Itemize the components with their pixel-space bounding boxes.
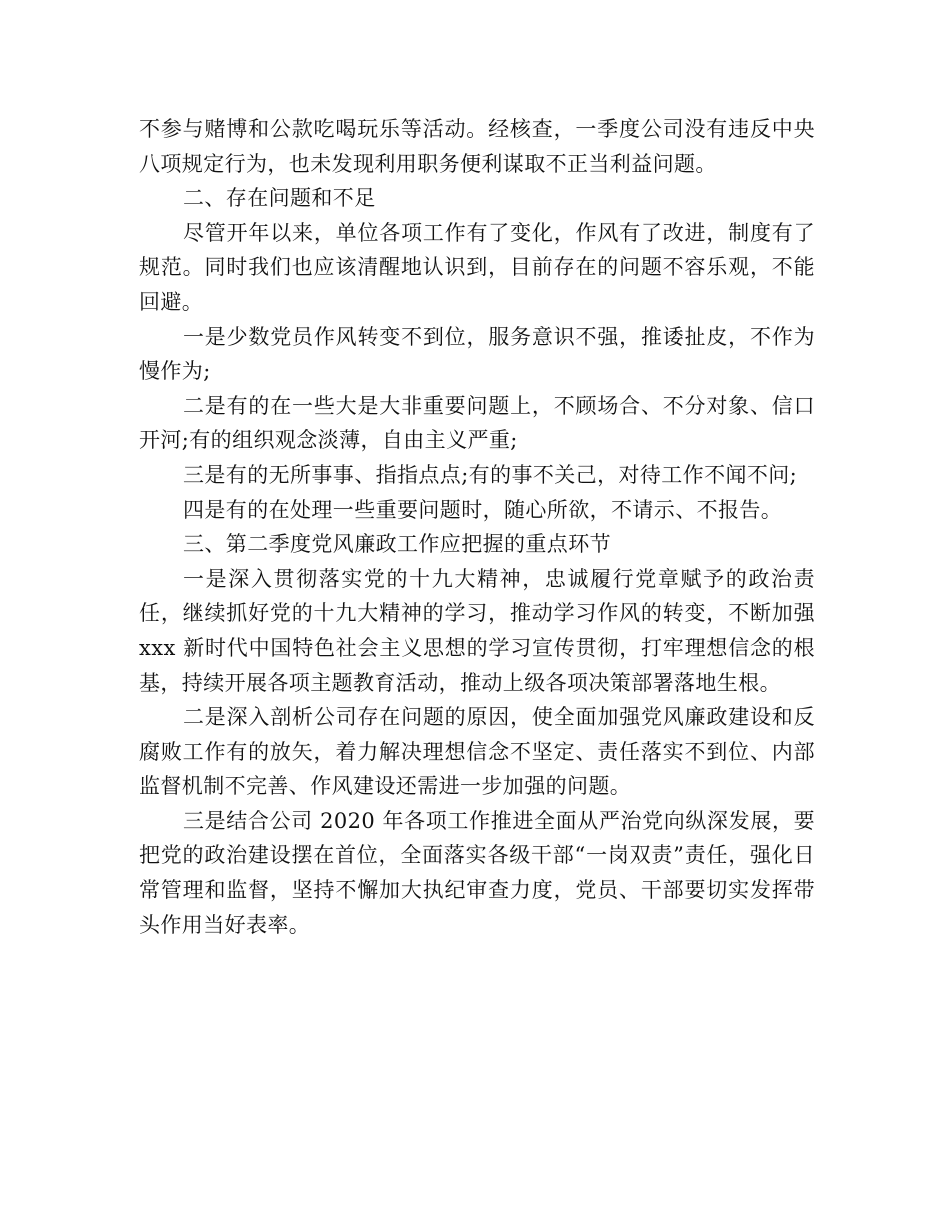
paragraph-1: 不参与赌博和公款吃喝玩乐等活动。经核查，一季度公司没有违反中央八项规定行为，也未发现利用职务便利谋取不正当利益问题。 [139, 117, 815, 176]
paragraph-10: 二是深入剖析公司存在问题的原因，使全面加强党风廉政建设和反腐败工作有的放矢，着力解决理想信念不坚定、责任落实不到位、内部监督机制不完善、作风建设还需进一步加强的问题。 [139, 705, 815, 799]
section-heading-problems: 二、存在问题和不足 [183, 186, 376, 211]
paragraph-5: 二是有的在一些大是大非重要问题上，不顾场合、不分对象、信口开河;有的组织观念淡薄，自由主义严重; [139, 393, 815, 453]
paragraph-7: 四是有的在处理一些重要问题时，随心所欲，不请示、不报告。 [183, 497, 783, 522]
paragraph-4: 一是少数党员作风转变不到位，服务意识不强，推诿扯皮，不作为慢作为; [139, 324, 815, 384]
paragraph-3: 尽管开年以来，单位各项工作有了变化，作风有了改进，制度有了规范。同时我们也应该清醒地认识到，目前存在的问题不容乐观，不能回避。 [139, 220, 815, 314]
paragraph-11: 三是结合公司 2020 年各项工作推进全面从严治党向纵深发展，要把党的政治建设摆在首位，全面落实各级干部“一岗双责”责任，强化日常管理和监督，坚持不懈加大执纪审查力度，党员、干部要切实发挥带头作用当好表率。 [139, 808, 815, 937]
document-body [139, 112, 815, 942]
section-heading-key-points: 三、第二季度党风廉政工作应把握的重点环节 [183, 532, 611, 557]
paragraph-9: 一是深入贯彻落实党的十九大精神，忠诚履行党章赋予的政治责任，继续抓好党的十九大精神的学习，推动学习作风的转变，不断加强 xxx 新时代中国特色社会主义思想的学习宣传贯彻，打牢理想信念的根基，持续开展各项主题教育活动，推动上级各项决策部署落地生根。 [139, 566, 815, 695]
paragraph-6: 三是有的无所事事、指指点点;有的事不关己，对待工作不闻不问; [183, 462, 798, 487]
